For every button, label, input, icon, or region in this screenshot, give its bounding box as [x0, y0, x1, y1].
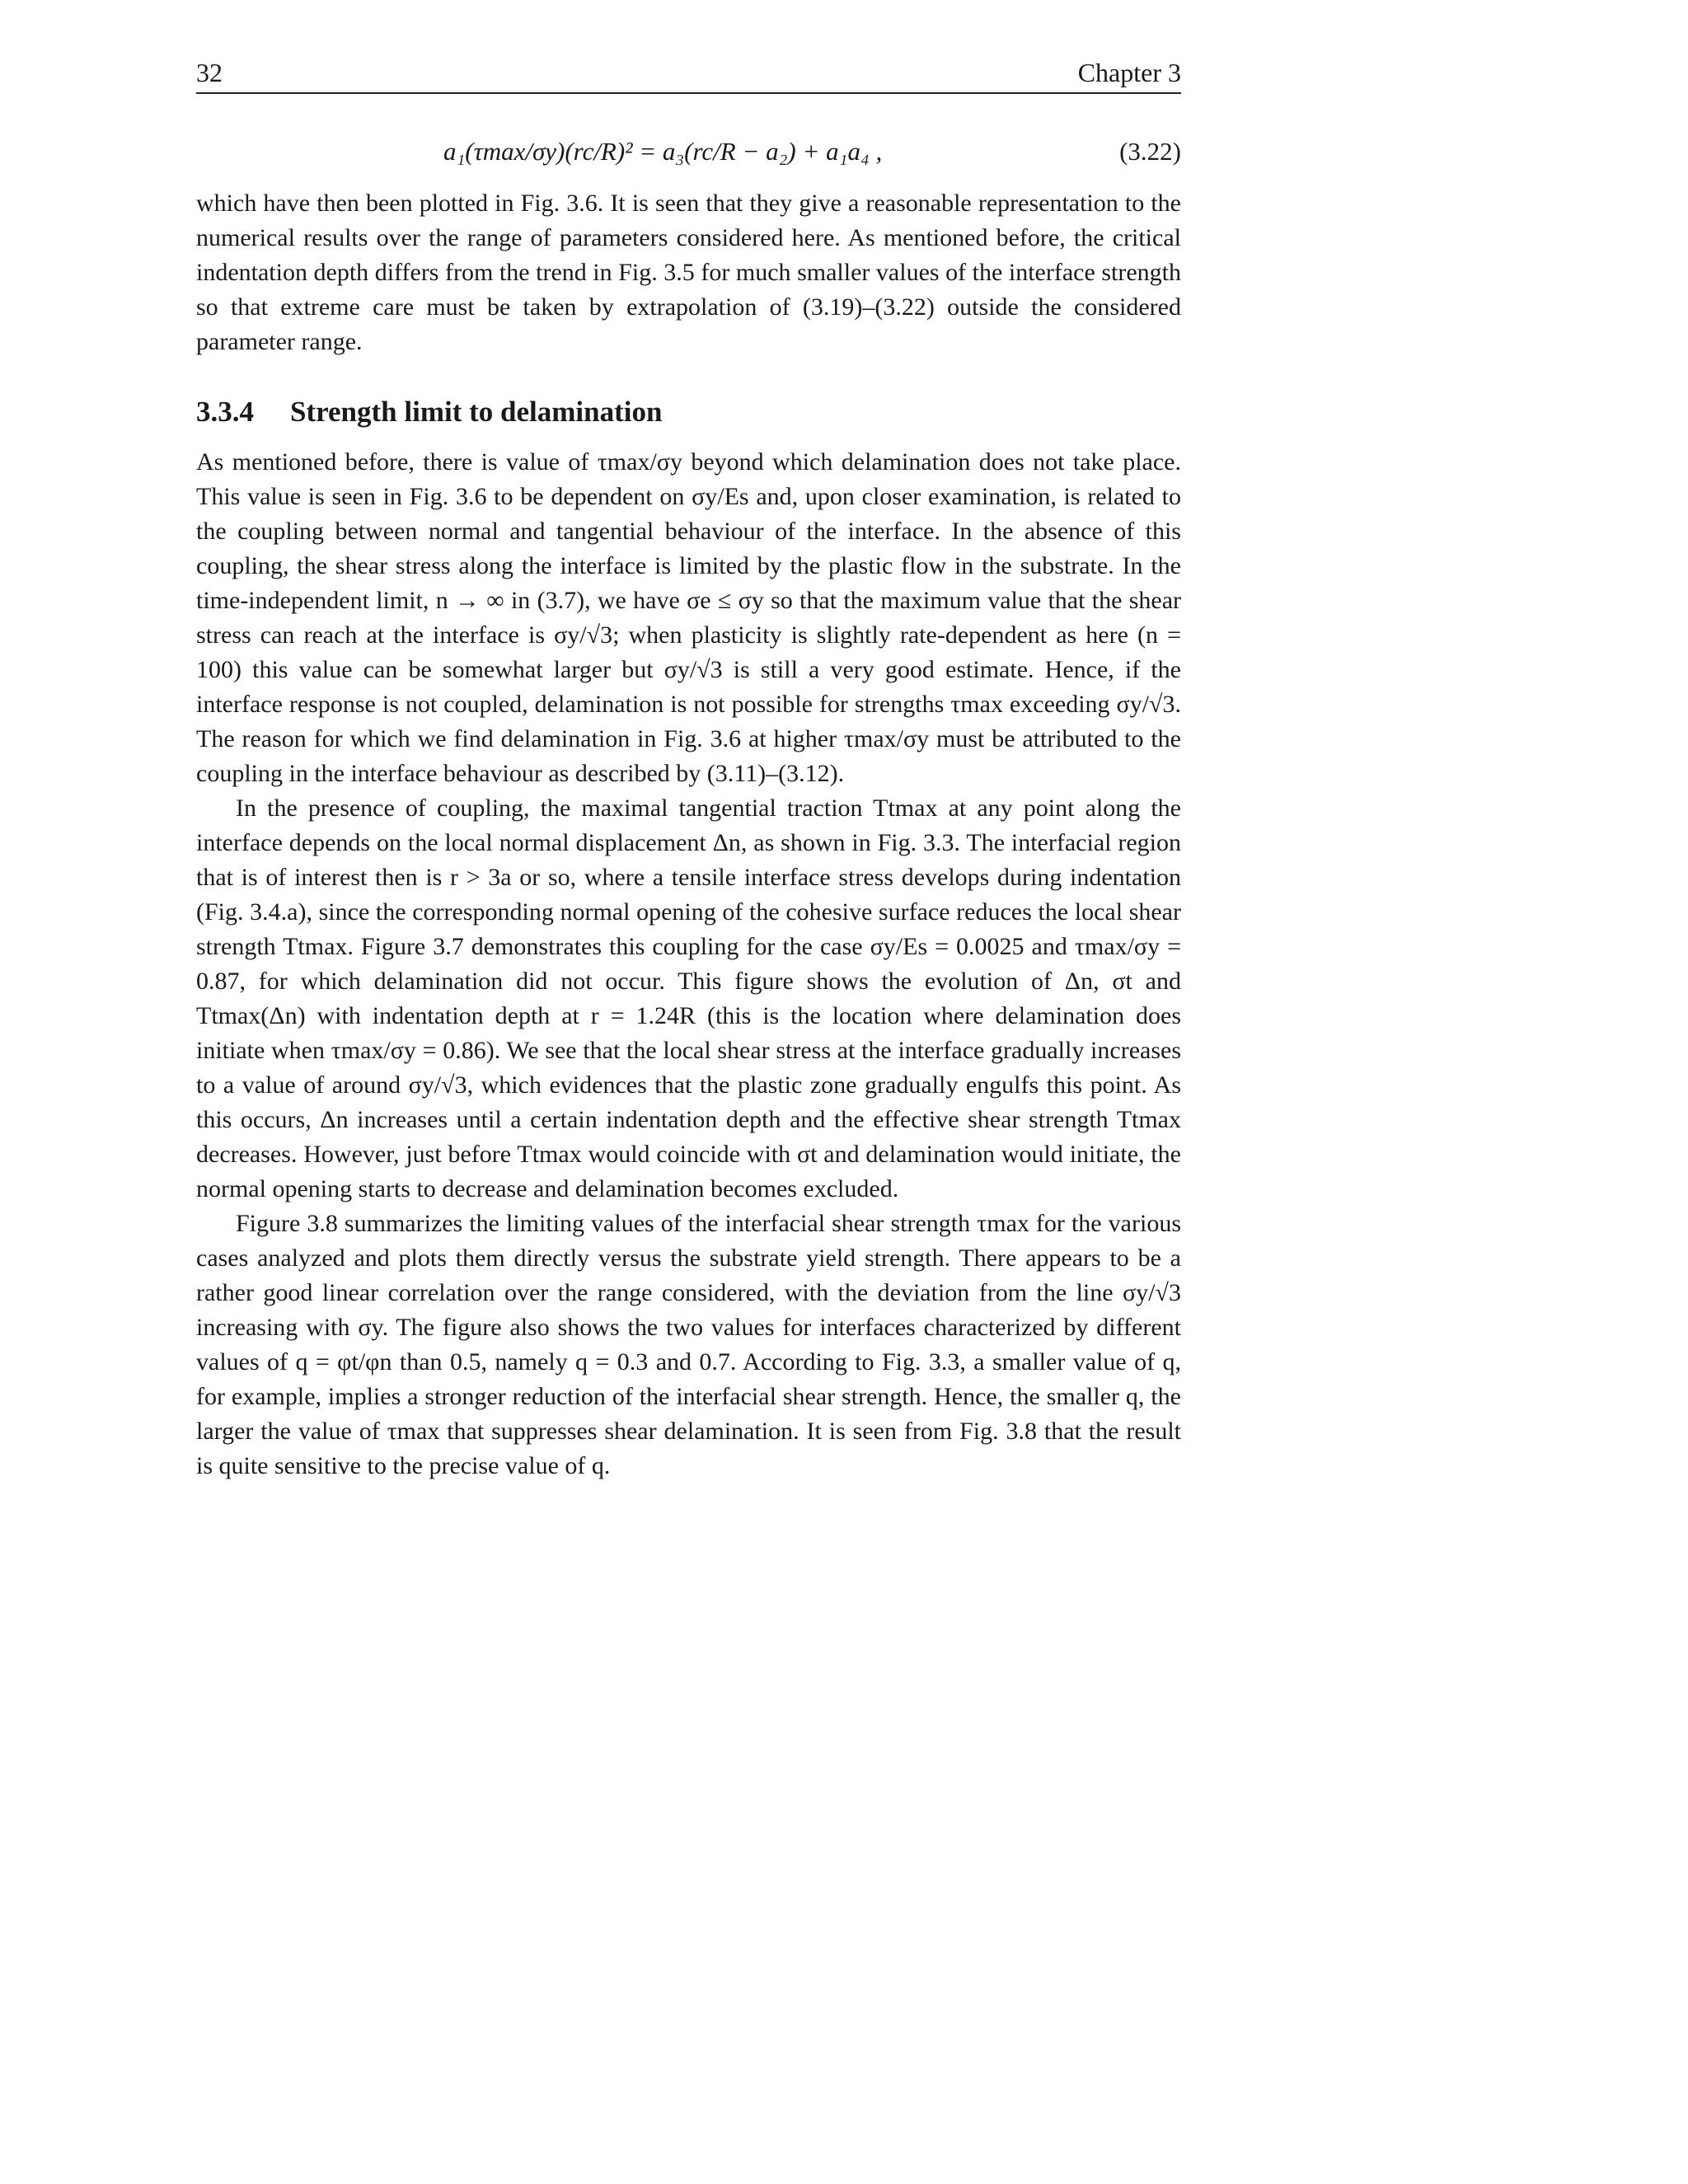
section-number: 3.3.4	[196, 396, 254, 428]
equation-body: a₁(τmax/σy)(rc/R)² = a₃(rc/R − a₂) + a₁a₄ ,	[443, 137, 883, 166]
running-header	[196, 51, 1181, 94]
equation-number: (3.22)	[1119, 137, 1181, 166]
chapter-label: Chapter 3	[1077, 58, 1181, 87]
page	[196, 51, 1181, 1483]
section-heading	[196, 396, 1181, 429]
paragraph-3: Figure 3.8 summarizes the limiting values of the interfacial shear strength τmax for the various cases analyzed and plots them directly versus the substrate yield strength. There appears to be a rather good linear correlation over the range considered, with the deviation from the line σy/√3 increasing with σy. The figure also shows the two values for interfaces characterized by different values of q = φt/φn than 0.5, namely q = 0.3 and 0.7. According to Fig. 3.3, a smaller value of q, for example, implies a stronger reduction of the interfacial shear strength. Hence, the smaller q, the larger the value of τmax that suppresses shear delamination. It is seen from Fig. 3.8 that the result is quite sensitive to the precise value of q.	[196, 1210, 1181, 1479]
paragraph-1: As mentioned before, there is value of τmax/σy beyond which delamination does not take place. This value is seen in Fig. 3.6 to be dependent on σy/Es and, upon closer examination, is related to the coupling between normal and tangential behaviour of the interface. In the absence of this coupling, the shear stress along the interface is limited by the plastic flow in the substrate. In the time-independent limit, n → ∞ in (3.7), we have σe ≤ σy so that the maximum value that the shear stress can reach at the interface is σy/√3; when plasticity is slightly rate-dependent as here (n = 100) this value can be somewhat larger but σy/√3 is still a very good estimate. Hence, if the interface response is not coupled, delamination is not possible for strengths τmax exceeding σy/√3. The reason for which we find delamination in Fig. 3.6 at higher τmax/σy must be attributed to the coupling in the interface behaviour as described by (3.11)–(3.12).	[196, 448, 1181, 787]
equation-3-22	[196, 137, 1181, 176]
paragraph-2: In the presence of coupling, the maximal tangential traction Ttmax at any point along the interface depends on the local normal displacement Δn, as shown in Fig. 3.3. The interfacial region that is of interest then is r > 3a or so, where a tensile interface stress develops during indentation (Fig. 3.4.a), since the corresponding normal opening of the cohesive surface reduces the local shear strength Ttmax. Figure 3.7 demonstrates this coupling for the case σy/Es = 0.0025 and τmax/σy = 0.87, for which delamination did not occur. This figure shows the evolution of Δn, σt and Ttmax(Δn) with indentation depth at r = 1.24R (this is the location where delamination does initiate when τmax/σy = 0.86). We see that the local shear stress at the interface gradually increases to a value of around σy/√3, which evidences that the plastic zone gradually engulfs this point. As this occurs, Δn increases until a certain indentation depth and the effective shear strength Ttmax decreases. However, just before Ttmax would coincide with σt and delamination would initiate, the normal opening starts to decrease and delamination becomes excluded.	[196, 794, 1181, 1202]
paragraph-intro: which have then been plotted in Fig. 3.6. It is seen that they give a reasonable representation to the numerical results over the range of parameters considered here. As mentioned before, the critical indentation depth differs from the trend in Fig. 3.5 for much smaller values of the interface strength so that extreme care must be taken by extrapolation of (3.19)–(3.22) outside the considered parameter range.	[196, 190, 1181, 355]
section-title: Strength limit to delamination	[290, 396, 663, 428]
page-number: 32	[196, 58, 223, 87]
